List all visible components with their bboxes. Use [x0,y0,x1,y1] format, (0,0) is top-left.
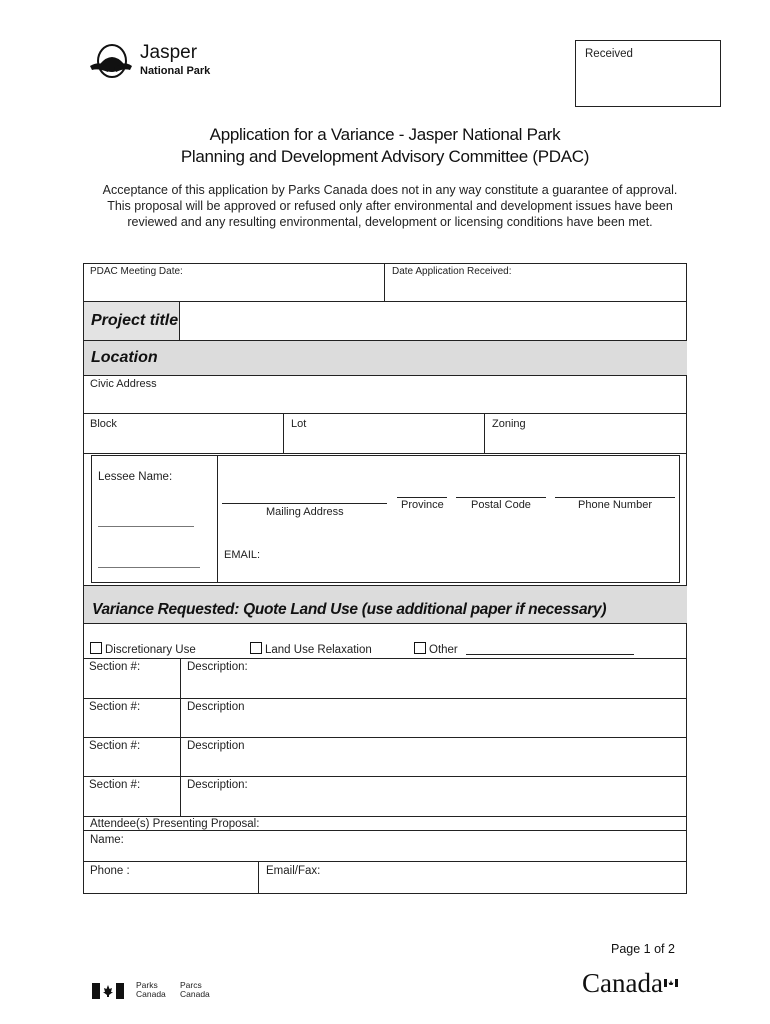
page-subtitle: Planning and Development Advisory Committee (PDAC) [180,147,590,166]
section-row-3-field[interactable] [185,755,683,775]
date-received-label: Date Application Received: [392,266,512,277]
phone-label: Phone : [90,865,130,877]
jasper-logo [88,42,238,82]
email-field[interactable] [262,545,672,565]
description-label: Description: [187,661,248,673]
parcs-canada-fr: Parcs Canada [180,980,210,999]
civic-address-label: Civic Address [90,378,157,390]
date-received-field[interactable] [386,279,686,300]
section-label: Section #: [89,701,141,713]
section-label: Section #: [89,779,141,791]
option-land-use-relaxation[interactable]: Land Use Relaxation [250,642,372,656]
pdac-meeting-date-label: PDAC Meeting Date: [90,266,183,277]
project-title-label: Project title [91,312,179,329]
province-label: Province [401,499,444,511]
project-title-field[interactable] [181,303,686,339]
wordmark-flag-icon [664,974,678,982]
lessee-name-label: Lessee Name: [98,471,173,483]
attendees-label: Attendee(s) Presenting Proposal: [90,818,260,830]
postal-code-label: Postal Code [471,499,531,511]
description-label: Description [187,701,245,713]
received-box [575,40,721,107]
lessee-name-line-2[interactable] [98,567,200,568]
email-fax-label: Email/Fax: [266,865,321,877]
canada-flag-icon [92,983,124,999]
other-checkbox[interactable] [414,642,426,654]
email-label: EMAIL: [224,549,261,561]
block-label: Block [90,418,117,430]
attendee-name-field[interactable] [130,833,682,859]
received-label: Received [585,48,633,60]
phone-number-label: Phone Number [578,499,652,511]
postal-code-line[interactable] [456,497,546,498]
logo-name: Jasper [140,42,198,63]
section-row-4-field[interactable] [185,794,683,814]
zoning-field[interactable] [535,416,683,450]
civic-address-field[interactable] [84,392,686,412]
beaver-emblem-icon [88,42,134,80]
page-title: Application for a Variance - Jasper National Park [209,125,561,144]
page-number: Page 1 of 2 [611,942,675,956]
name-label: Name: [90,834,124,846]
logo-subtitle: National Park [140,65,211,77]
location-heading: Location [91,349,158,366]
mailing-address-label: Mailing Address [266,506,344,518]
phone-number-line[interactable] [555,497,675,498]
pdac-meeting-date-field[interactable] [84,279,384,300]
description-label: Description [187,740,245,752]
attendee-phone-field[interactable] [140,864,254,891]
other-specify-line[interactable] [466,654,634,655]
section-row-1-field[interactable] [185,676,683,696]
zoning-label: Zoning [492,418,526,430]
lot-field[interactable] [320,416,480,450]
lot-label: Lot [291,418,307,430]
option-other[interactable]: Other [414,642,458,656]
discretionary-checkbox[interactable] [90,642,102,654]
attendee-email-fax-field[interactable] [330,864,682,891]
intro-paragraph: Acceptance of this application by Parks Canada does not in any way constitute a guarantee of approval. This proposal will be approved or refused only after environmental and development issues have been reviewed and any resulting environmental, development or licensing conditions have been met. [102,183,678,229]
section-label: Section #: [89,740,141,752]
canada-wordmark: Canada [582,968,663,998]
option-discretionary-use[interactable]: Discretionary Use [90,642,196,656]
description-label: Description: [187,779,248,791]
relaxation-checkbox[interactable] [250,642,262,654]
lessee-name-line-1[interactable] [98,526,194,527]
province-line[interactable] [397,497,447,498]
mailing-address-line[interactable] [222,503,387,504]
variance-heading: Variance Requested: Quote Land Use (use additional paper if necessary) [92,601,607,618]
parks-canada-en: Parks Canada [136,980,166,999]
section-label: Section #: [89,661,141,673]
section-row-2-field[interactable] [185,716,683,736]
block-field[interactable] [130,416,280,450]
